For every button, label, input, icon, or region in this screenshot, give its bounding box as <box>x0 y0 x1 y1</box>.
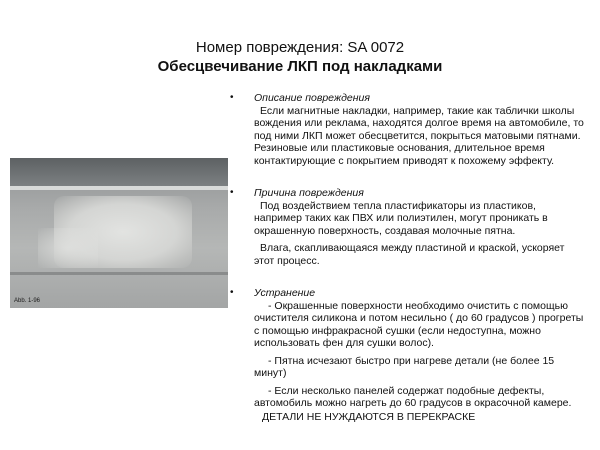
bullet-icon: • <box>230 287 234 298</box>
section-fix <box>230 287 585 410</box>
section-description <box>230 92 585 167</box>
photo-discoloration-spot-secondary <box>38 228 98 268</box>
section-cause <box>230 187 585 267</box>
section-heading: Причина повреждения <box>254 187 364 199</box>
section-text: Влага, скапливающаяся между пластиной и краской, ускоряет этот процесс. <box>254 242 565 267</box>
section-text: - Если несколько панелей содержат подобные дефекты, автомобиль можно нагреть до 60 градусов в окрасочной камере. <box>254 384 572 409</box>
page-title <box>0 38 600 76</box>
content-area <box>230 92 585 410</box>
section-heading: Устранение <box>254 287 316 299</box>
bullet-icon: • <box>230 92 234 103</box>
section-text: Под воздействием тепла пластификаторы из пластиков, например таких как ПВХ или полиэтилен, могут проникать в окрашенную поверхность, создавая молочные пятна. <box>254 199 548 237</box>
section-text: - Пятна исчезают быстро при нагреве детали (не более 15 минут) <box>254 354 555 379</box>
photo-trim-strip <box>10 186 228 190</box>
damage-title: Обесцвечивание ЛКП под накладками <box>157 58 443 75</box>
photo-body-crease <box>10 272 228 275</box>
damage-number: Номер повреждения: SA 0072 <box>195 39 405 56</box>
damage-photo <box>10 158 228 308</box>
photo-caption: Abb. 1-96 <box>14 298 41 304</box>
section-text: - Окрашенные поверхности необходимо очистить с помощью очистителя силикона и потом несильно ( до 60 градусов ) прогреты с помощью инфракрасной сушки (если недоступна, можно использовать фен для сушки волос). <box>254 299 584 349</box>
section-text: Если магнитные накладки, например, такие как таблички школы вождения или реклама, находятся долгое время на автомобиле, то под ними ЛКП может обесцветится, покрыться матовыми пятнами. Резиновые или пластиковые основания, длительное время контактирующие с покрытием приводят к похожему эффекту. <box>254 104 584 167</box>
photo-window-area <box>10 158 228 186</box>
bullet-icon: • <box>230 187 234 198</box>
final-note: ДЕТАЛИ НЕ НУЖДАЮТСЯ В ПЕРЕКРАСКЕ <box>262 411 476 423</box>
section-heading: Описание повреждения <box>254 92 371 104</box>
